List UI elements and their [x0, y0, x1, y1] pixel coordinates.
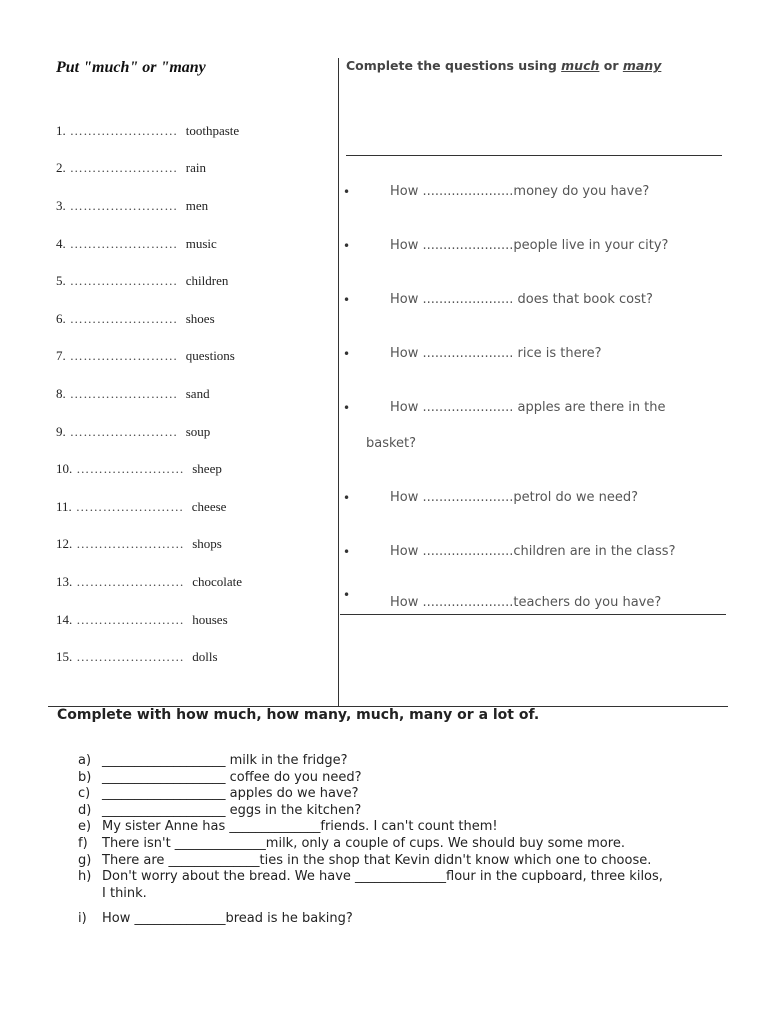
item-number: 5.	[56, 273, 66, 289]
question-item	[340, 228, 726, 264]
item-sentence: Don't worry about the bread. We have ______________flour in the cupboard, three kilos,	[102, 869, 663, 885]
item-number: 8.	[56, 385, 66, 401]
item-label: i)	[78, 910, 87, 926]
blank-dots: ……………………	[76, 573, 185, 589]
item-number: 9.	[56, 423, 66, 439]
item-sentence: ___________________ apples do we have?	[102, 786, 359, 802]
blank-dots: ……………………	[76, 649, 185, 665]
item-label: b)	[78, 769, 92, 785]
item-number: 13.	[56, 573, 73, 589]
list-item	[56, 450, 242, 488]
list-item	[78, 911, 738, 928]
item-word: shoes	[185, 310, 215, 326]
blank-dots: ……………………	[69, 160, 178, 176]
bullet-icon: •	[343, 185, 351, 199]
question-text: How ......................children are in the class?	[390, 544, 676, 559]
bullet-icon: •	[343, 347, 351, 361]
question-item	[340, 282, 726, 318]
question-text: How ......................money do you have?	[390, 184, 650, 199]
bullet-icon: •	[343, 545, 351, 559]
item-word: chocolate	[192, 573, 243, 589]
item-word: men	[185, 197, 209, 213]
item-word: sheep	[192, 461, 222, 477]
item-word: children	[185, 273, 229, 289]
bullet-icon: •	[343, 401, 351, 415]
list-item	[78, 770, 738, 787]
list-item	[78, 869, 738, 886]
blank-dots: ……………………	[69, 273, 178, 289]
item-number: 10.	[56, 461, 73, 477]
blank-dots: ……………………	[76, 536, 185, 552]
list-item	[78, 786, 738, 803]
item-number: 1.	[56, 122, 66, 138]
question-text: How ...................... does that book cost?	[390, 292, 653, 307]
fill-in-sentence-list	[78, 753, 738, 927]
item-number: 6.	[56, 310, 66, 326]
question-item	[340, 534, 726, 570]
item-word: dolls	[192, 649, 218, 665]
bullet-icon: •	[343, 588, 351, 602]
item-label: g)	[78, 852, 92, 868]
blank-dots: ……………………	[76, 611, 185, 627]
item-sentence: ___________________ milk in the fridge?	[102, 753, 348, 768]
much-many-word-list	[56, 112, 242, 676]
right-title-prefix: Complete the questions using	[346, 58, 562, 73]
question-text: How ......................petrol do we need?	[390, 490, 638, 505]
list-item	[56, 526, 242, 564]
list-item	[78, 886, 738, 911]
list-item	[56, 375, 242, 413]
question-item	[340, 336, 726, 372]
item-sentence: ___________________ eggs in the kitchen?	[102, 802, 362, 818]
item-number: 4.	[56, 235, 66, 251]
question-list	[340, 174, 726, 633]
blank-dots: ……………………	[76, 461, 185, 477]
item-word: houses	[192, 611, 228, 627]
question-item	[340, 584, 726, 615]
blank-dots: ……………………	[69, 423, 178, 439]
list-item	[56, 413, 242, 451]
left-exercise-title: Put "much" or "many	[56, 59, 206, 76]
item-word: music	[185, 235, 217, 251]
blank-dots: ……………………	[69, 348, 178, 364]
item-number: 14.	[56, 611, 73, 627]
item-sentence: I think.	[102, 885, 147, 901]
bullet-icon: •	[343, 491, 351, 505]
column-divider	[338, 58, 339, 706]
list-item	[56, 187, 242, 225]
list-item	[56, 262, 242, 300]
item-word: cheese	[191, 498, 227, 514]
list-item	[78, 853, 738, 870]
item-label: d)	[78, 802, 92, 818]
item-number: 2.	[56, 160, 66, 176]
blank-dots: ……………………	[69, 235, 178, 251]
blank-dots: ……………………	[69, 122, 178, 138]
item-label: f)	[78, 835, 88, 851]
item-label: c)	[78, 786, 91, 802]
question-text: How ...................... apples are there in the	[390, 400, 666, 415]
right-top-rule	[346, 155, 722, 156]
item-label	[78, 886, 102, 911]
list-item	[78, 803, 738, 820]
list-item	[78, 836, 738, 853]
item-number: 7.	[56, 348, 66, 364]
blank-dots: ……………………	[69, 385, 178, 401]
list-item	[56, 338, 242, 376]
list-item	[78, 819, 738, 836]
blank-dots: ……………………	[75, 498, 184, 514]
list-item	[56, 150, 242, 188]
question-text: How ......................teachers do you have?	[390, 595, 662, 610]
item-word: toothpaste	[185, 122, 240, 138]
item-word: sand	[185, 385, 210, 401]
question-item	[340, 390, 726, 462]
item-number: 3.	[56, 197, 66, 213]
question-item	[340, 174, 726, 210]
list-item	[56, 563, 242, 601]
list-item	[56, 300, 242, 338]
item-number: 12.	[56, 536, 73, 552]
blank-dots: ……………………	[69, 197, 178, 213]
list-item	[56, 488, 242, 526]
list-item	[56, 601, 242, 639]
item-label: e)	[78, 819, 92, 835]
question-text: How ...................... rice is there?	[390, 346, 602, 361]
item-word: shops	[192, 536, 222, 552]
right-exercise-title	[346, 58, 661, 73]
item-number: 11.	[56, 498, 72, 514]
item-sentence: There isn't ______________milk, only a couple of cups. We should buy some more.	[102, 835, 625, 851]
item-sentence: How ______________bread is he baking?	[102, 910, 353, 926]
item-label: h)	[78, 869, 92, 885]
right-title-many: many	[622, 58, 662, 73]
item-sentence: My sister Anne has ______________friends. I can't count them!	[102, 819, 498, 835]
item-sentence: ___________________ coffee do you need?	[102, 769, 362, 785]
right-title-or: or	[599, 58, 623, 73]
bottom-exercise-title: Complete with how much, how many, much, many or a lot of.	[57, 707, 540, 723]
item-word: soup	[185, 423, 211, 439]
item-number: 15.	[56, 649, 73, 665]
question-text: How ......................people live in your city?	[390, 238, 669, 253]
right-title-much: much	[561, 58, 600, 73]
list-item	[56, 112, 242, 150]
bullet-icon: •	[343, 293, 351, 307]
question-text-continuation: basket?	[366, 436, 417, 451]
list-item	[78, 753, 738, 770]
list-item	[56, 638, 242, 676]
item-word: rain	[185, 160, 206, 176]
blank-dots: ……………………	[69, 310, 178, 326]
item-label: a)	[78, 753, 92, 768]
question-item	[340, 480, 726, 516]
item-sentence: There are ______________ties in the shop that Kevin didn't know which one to choose.	[102, 852, 652, 868]
item-word: questions	[185, 348, 235, 364]
bullet-icon: •	[343, 239, 351, 253]
list-item	[56, 225, 242, 263]
